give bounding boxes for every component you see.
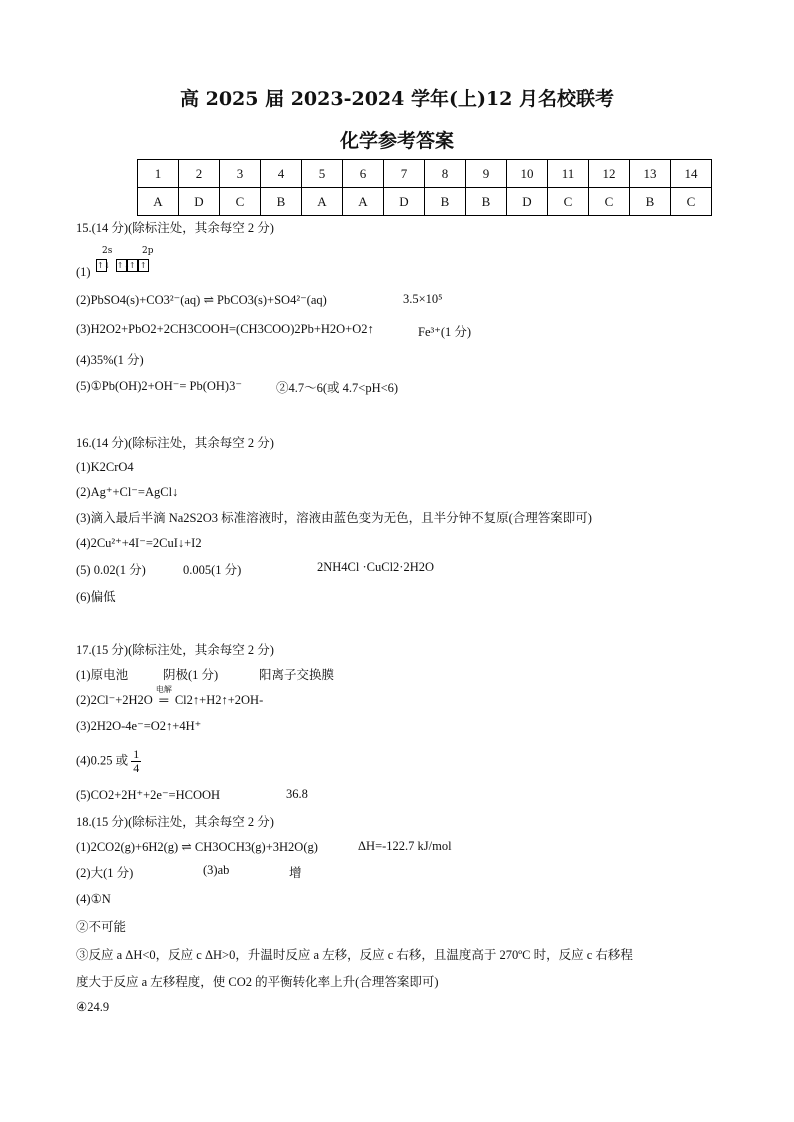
answer-cell: B [425,188,466,216]
q17-p5: (5)CO2+2H⁺+2e⁻=HCOOH [76,788,221,802]
question-number-cell: 7 [384,160,425,188]
q17-p1a: (1)原电池 [76,668,129,682]
question-number-cell: 2 [179,160,220,188]
answer-cell: B [466,188,507,216]
q18-p1-value: ΔH=-122.7 kJ/mol [358,839,452,853]
answer-cell: A [343,188,384,216]
fraction-denominator: 4 [133,761,140,775]
answer-cell: B [261,188,302,216]
question-number-cell: 10 [507,160,548,188]
answer-cell: C [548,188,589,216]
q16-p5a: (5) 0.02(1 分) [76,563,146,577]
question-number-cell: 13 [630,160,671,188]
orbital-2s-label: 2s [102,246,113,256]
q17-p3: (3)2H2O-4e⁻=O2↑+4H⁺ [76,719,202,733]
q16-header: 16.(14 分)(除标注处，其余每空 2 分) [76,436,274,450]
question-number-cell: 6 [343,160,384,188]
question-number-cell: 3 [220,160,261,188]
q15-p5a: (5)①Pb(OH)2+OH⁻= Pb(OH)3⁻ [76,379,242,393]
q16-p6: (6)偏低 [76,590,116,604]
answer-cell: C [589,188,630,216]
answer-cell: D [384,188,425,216]
question-number-cell: 8 [425,160,466,188]
q16-p5c: 2NH4Cl ·CuCl2·2H2O [317,560,435,574]
q17-p1b: 阴极(1 分) [163,668,219,682]
q17-p2 [76,685,264,708]
q18-header: 18.(15 分)(除标注处，其余每空 2 分) [76,815,274,829]
answer-cell: D [507,188,548,216]
electrolysis-condition: 电解 [155,685,172,694]
question-number-cell: 4 [261,160,302,188]
q18-p4a: (4)①N [76,892,111,906]
q15-p1-label: (1) [76,265,91,279]
orbital-box-2s: ↑↓ [97,261,111,270]
answer-cell: B [630,188,671,216]
page-title: 高 2025 届 2023-2024 学年(上)12 月名校联考 [179,88,615,110]
q18-p3: (3)ab [203,863,230,877]
orbital-box-2p-3: ↑ [138,259,149,272]
q16-p1: (1)K2CrO4 [76,460,134,474]
question-number-cell: 11 [548,160,589,188]
answer-cell: C [220,188,261,216]
question-number-cell: 1 [138,160,179,188]
answer-table [137,159,712,216]
orbital-2p-label: 2p [142,246,154,256]
q18-p1: (1)2CO2(g)+6H2(g) ⇌ CH3OCH3(g)+3H2O(g) [76,840,318,854]
q16-p5b: 0.005(1 分) [183,563,242,577]
q15-p3: (3)H2O2+PbO2+2CH3COOH=(CH3COO)2Pb+H2O+O2↑ [76,322,374,336]
question-number-cell: 5 [302,160,343,188]
orbital-box-2p-1: ↑↓ [116,261,131,270]
answer-cell: D [179,188,220,216]
q18-p4d: ④24.9 [76,1000,110,1014]
fraction-numerator: 1 [133,747,140,761]
answer-table-numbers-row [138,160,712,188]
q15-p2: (2)PbSO4(s)+CO3²⁻(aq) ⇌ PbCO3(s)+SO4²⁻(aq) [76,293,327,307]
q17-p1c: 阳离子交换膜 [259,668,335,682]
fraction-one-quarter [131,748,141,775]
answer-table-answers-row [138,188,712,216]
question-number-cell: 14 [671,160,712,188]
q18-p2: (2)大(1 分) [76,866,134,880]
q15-p2-value: 3.5×10⁵ [403,292,443,306]
q15-p4: (4)35%(1 分) [76,353,144,367]
question-number-cell: 9 [466,160,507,188]
q18-p4b: ②不可能 [76,920,127,934]
q18-p4c-line2: 度大于反应 a 左移程度，使 CO2 的平衡转化率上升(合理答案即可) [76,975,439,989]
answer-cell: A [138,188,179,216]
q15-p5b: ②4.7～6(或 4.7<pH<6) [276,381,399,395]
orbital-box-2p-2: ↑ [127,259,138,272]
q17-p5-value: 36.8 [286,787,308,801]
q18-p3-value: 增 [289,866,302,880]
q15-header: 15.(14 分)(除标注处，其余每空 2 分) [76,221,274,235]
page-subtitle: 化学参考答案 [339,130,454,152]
q16-p3: (3)滴入最后半滴 Na2S2O3 标准溶液时，溶液由蓝色变为无色，且半分钟不复原(合理答案即可) [76,511,592,525]
q17-p2-post: Cl2↑+H2↑+2OH- [174,693,264,707]
electrolysis-arrow: 电解 ═ [153,693,175,708]
question-number-cell: 12 [589,160,630,188]
answer-cell: C [671,188,712,216]
q17-p2-pre: (2)2Cl⁻+2H2O [76,693,153,707]
q17-p4-pre: (4)0.25 或 [76,753,129,768]
q16-p4: (4)2Cu²⁺+4I⁻=2CuI↓+I2 [76,536,202,550]
q17-header: 17.(15 分)(除标注处，其余每空 2 分) [76,643,274,657]
q16-p2: (2)Ag⁺+Cl⁻=AgCl↓ [76,485,179,499]
q17-p4 [76,748,141,775]
q18-p4c-line1: ③反应 a ΔH<0，反应 c ΔH>0，升温时反应 a 左移，反应 c 右移，且温度高于 270ºC 时，反应 c 右移程 [76,948,633,962]
answer-cell: A [302,188,343,216]
q15-p3-value: Fe³⁺(1 分) [418,325,472,339]
